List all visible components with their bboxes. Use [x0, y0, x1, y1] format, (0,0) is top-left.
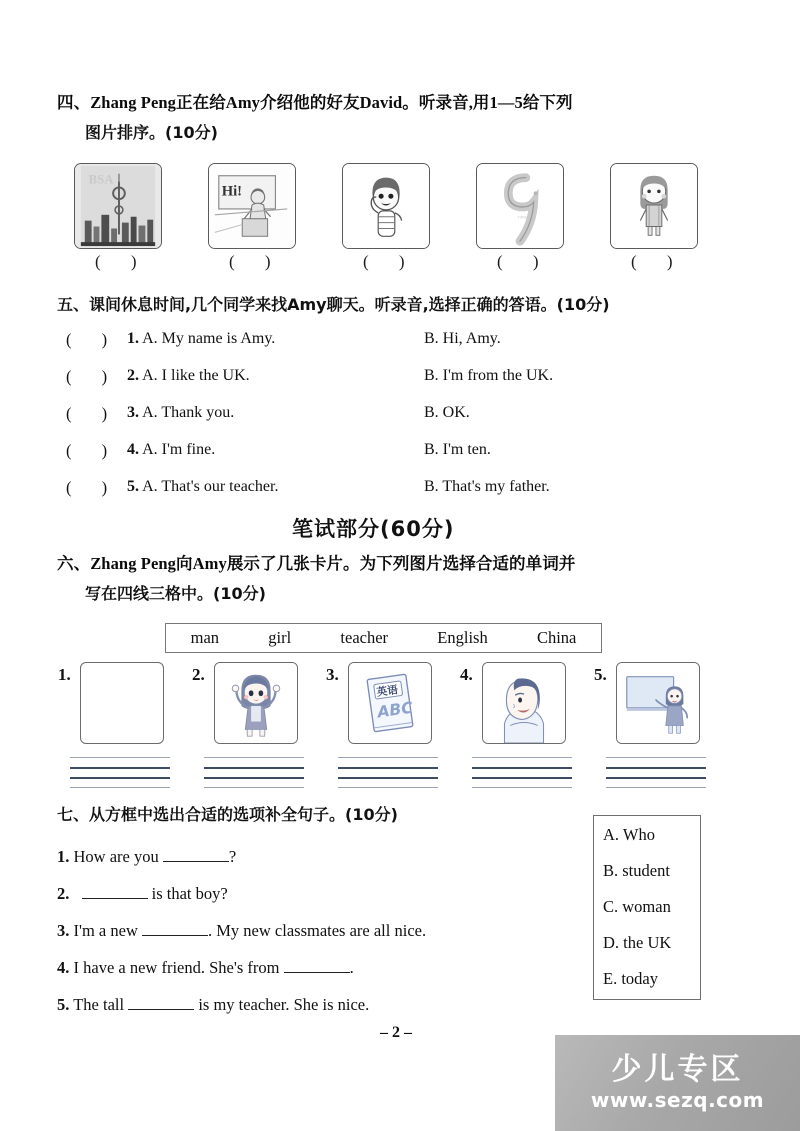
- picture-card-boy-waving: [342, 163, 430, 249]
- s7-text-before-3: I'm a new: [73, 921, 142, 940]
- s7-blank-4[interactable]: [284, 956, 350, 973]
- writing-lines-3[interactable]: [338, 757, 438, 789]
- s7-text-before-4: I have a new friend. She's from: [73, 958, 284, 977]
- q1-answer-paren[interactable]: ( ): [66, 330, 121, 349]
- svg-text:nine: nine: [518, 215, 528, 221]
- section7-option-d[interactable]: D. the UK: [603, 933, 672, 952]
- writing-lines-5[interactable]: [606, 757, 706, 789]
- q2-answer-paren[interactable]: ( ): [66, 367, 121, 386]
- writing-lines-2[interactable]: [204, 757, 304, 789]
- watermark-logo: [555, 1035, 800, 1131]
- section6-heading-line2: 写在四线三格中。(10分): [85, 584, 266, 603]
- q2-number: 2.: [127, 367, 139, 384]
- picture-card-teacher-hi: [208, 163, 296, 249]
- s7-num-4: 4.: [57, 958, 70, 977]
- s7-blank-5[interactable]: [128, 993, 194, 1010]
- section4-heading-line2: 图片排序。(10分): [85, 123, 218, 142]
- word-bank-item-china[interactable]: China: [536, 628, 577, 647]
- s7-text-after-2: is that boy?: [147, 884, 228, 903]
- written-part-title: 笔试部分(60分): [292, 517, 455, 541]
- section7-option-a[interactable]: A. Who: [603, 825, 655, 844]
- word-bank-item-man[interactable]: man: [190, 628, 220, 647]
- section7-options-box: [593, 815, 701, 1000]
- picture-answer-paren-5[interactable]: ( ): [631, 252, 686, 271]
- s7-num-1: 1.: [57, 847, 70, 866]
- picture-answer-paren-1[interactable]: ( ): [95, 252, 150, 271]
- q4-answer-paren[interactable]: ( ): [66, 441, 121, 460]
- picture-answer-paren-4[interactable]: ( ): [497, 252, 552, 271]
- q5-answer-paren[interactable]: ( ): [66, 478, 121, 497]
- q3-option-a-text: A. Thank you.: [142, 404, 235, 421]
- q4-option-b[interactable]: B. I'm ten.: [424, 441, 491, 458]
- picture-card-number-nine: [476, 163, 564, 249]
- s7-num-2: 2.: [57, 884, 70, 903]
- svg-text:英语: 英语: [375, 683, 399, 699]
- s7-text-after-5: is my teacher. She is nice.: [194, 995, 370, 1014]
- q5-option-a-text: A. That's our teacher.: [142, 478, 279, 495]
- section7-sentence-2: [57, 882, 228, 904]
- q3-answer-paren[interactable]: ( ): [66, 404, 121, 423]
- word-bank-item-english[interactable]: English: [437, 628, 488, 647]
- s7-text-after-1: ?: [228, 847, 237, 866]
- q4-number: 4.: [127, 441, 139, 458]
- picture-card-girl-standing: [610, 163, 698, 249]
- s7-num-3: 3.: [57, 921, 70, 940]
- section7-sentence-1: [57, 845, 236, 867]
- section7-option-c[interactable]: C. woman: [603, 897, 671, 916]
- s7-text-before-5: The tall: [73, 995, 129, 1014]
- section7-option-e[interactable]: E. today: [603, 969, 658, 988]
- svg-text:ABC: ABC: [376, 698, 414, 722]
- q5-option-b[interactable]: B. That's my father.: [424, 478, 550, 495]
- s7-num-5: 5.: [57, 995, 70, 1014]
- word-card-girl-waving: [214, 662, 298, 744]
- q4-option-a[interactable]: [127, 441, 215, 459]
- word-card-number-5: 5.: [594, 665, 607, 684]
- word-card-number-4: 4.: [460, 665, 473, 684]
- s7-blank-2[interactable]: [82, 882, 148, 899]
- section7-sentence-4: [57, 956, 354, 978]
- section7-option-b[interactable]: B. student: [603, 861, 670, 880]
- q1-option-a-text: A. My name is Amy.: [142, 330, 276, 347]
- watermark-brand-cn: 少儿专区: [611, 1052, 744, 1087]
- word-card-blank: [80, 662, 164, 744]
- q1-option-b[interactable]: B. Hi, Amy.: [424, 330, 501, 347]
- section6-heading-line1: 六、Zhang Peng向Amy展示了几张卡片。为下列图片选择合适的单词并: [57, 554, 576, 573]
- section5-heading: 五、课间休息时间,几个同学来找Amy聊天。听录音,选择正确的答语。(10分): [57, 295, 610, 314]
- s7-text-before-1: How are you: [73, 847, 163, 866]
- picture-answer-paren-2[interactable]: ( ): [229, 252, 284, 271]
- svg-text:Hi!: Hi!: [221, 183, 243, 200]
- section7-heading: 七、从方框中选出合适的选项补全句子。(10分): [57, 805, 398, 824]
- writing-lines-4[interactable]: [472, 757, 572, 789]
- writing-lines-1[interactable]: [70, 757, 170, 789]
- q2-option-b[interactable]: B. I'm from the UK.: [424, 367, 554, 384]
- picture-card-city-skyline: [74, 163, 162, 249]
- q3-option-b[interactable]: B. OK.: [424, 404, 470, 421]
- svg-text:BSA: BSA: [88, 172, 114, 187]
- word-card-man-face: [482, 662, 566, 744]
- section7-sentence-3: [57, 919, 426, 941]
- watermark-url: www.sezq.com: [590, 1088, 765, 1112]
- word-card-number-2: 2.: [192, 665, 205, 684]
- word-card-number-3: 3.: [326, 665, 339, 684]
- q1-option-a[interactable]: [127, 330, 275, 348]
- q5-number: 5.: [127, 478, 139, 495]
- s7-blank-3[interactable]: [142, 919, 208, 936]
- word-bank-item-teacher[interactable]: teacher: [340, 628, 389, 647]
- q4-option-a-text: A. I'm fine.: [142, 441, 216, 458]
- word-card-number-1: 1.: [58, 665, 71, 684]
- picture-answer-paren-3[interactable]: ( ): [363, 252, 418, 271]
- q5-option-a[interactable]: [127, 478, 278, 496]
- q2-option-a-text: A. I like the UK.: [142, 367, 250, 384]
- section7-sentence-5: [57, 993, 369, 1015]
- q2-option-a[interactable]: [127, 367, 250, 385]
- page-number: – 2 –: [380, 1024, 412, 1041]
- word-card-english-book: [348, 662, 432, 744]
- word-card-teacher-whiteboard: [616, 662, 700, 744]
- word-bank: [165, 623, 602, 653]
- s7-text-after-4: .: [349, 958, 354, 977]
- section4-heading-line1: 四、Zhang Peng正在给Amy介绍他的好友David。听录音,用1—5给下列: [57, 93, 573, 112]
- word-bank-item-girl[interactable]: girl: [268, 628, 292, 647]
- q3-number: 3.: [127, 404, 139, 421]
- s7-text-after-3: . My new classmates are all nice.: [208, 921, 427, 940]
- q3-option-a[interactable]: [127, 404, 234, 422]
- s7-blank-1[interactable]: [163, 845, 229, 862]
- q1-number: 1.: [127, 330, 139, 347]
